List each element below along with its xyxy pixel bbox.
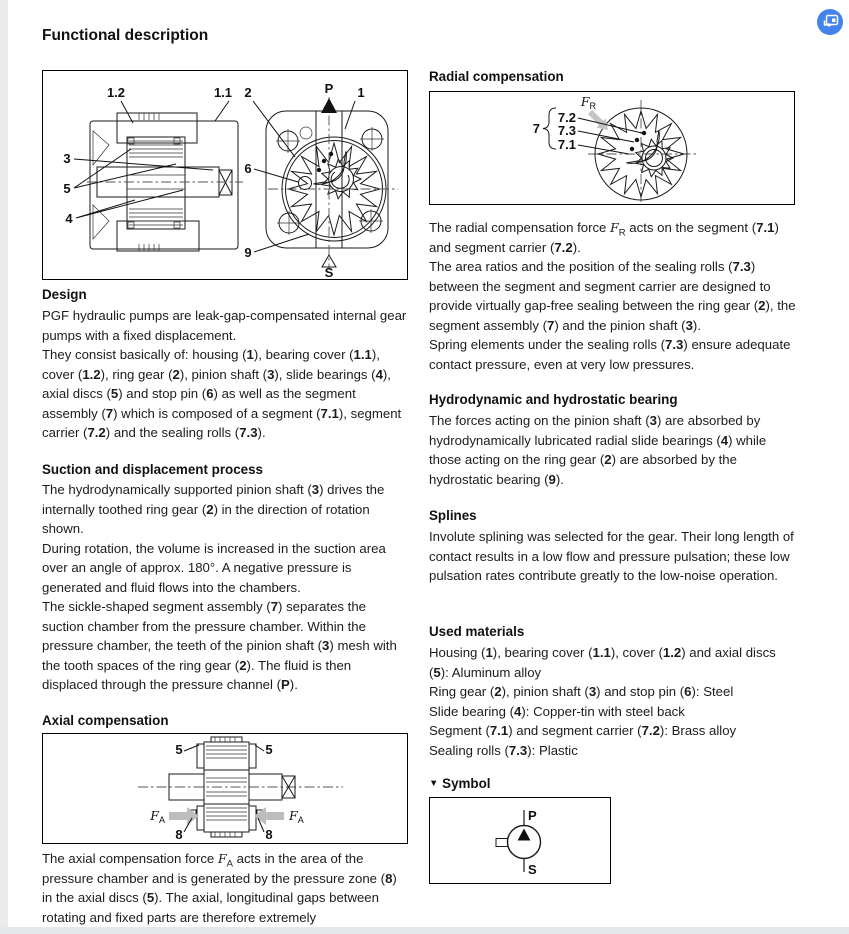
paragraph: The forces acting on the pinion shaft (3) are absorbed by hydrodynamically lubricated radial slide bearings (4) while those acting on the ring gear (2) are absorbed by the hydrostatic bearing (9). bbox=[429, 413, 767, 487]
paragraph: The radial compensation force $F_R$ acts on the segment (7.1) and segment carrier (7.2). bbox=[429, 220, 779, 255]
label-axial-disc-left: 5 bbox=[175, 742, 183, 757]
axial-heading: Axial compensation bbox=[42, 713, 169, 728]
materials-line: Ring gear (2), pinion shaft (3) and stop pin (6): Steel bbox=[429, 684, 734, 699]
radial-text bbox=[429, 218, 797, 374]
axial-force-label-left: FA bbox=[150, 808, 165, 825]
page-left-edge bbox=[0, 0, 8, 934]
radial-force-arrow bbox=[588, 110, 608, 130]
main-figure-box bbox=[42, 70, 408, 280]
symbol-heading-row bbox=[429, 776, 797, 791]
design-heading: Design bbox=[42, 287, 87, 302]
label-axial-disc-right: 5 bbox=[265, 742, 273, 757]
radial-figure-box bbox=[429, 91, 795, 205]
screenshot-translate-button[interactable] bbox=[817, 9, 843, 35]
axial-compensation-drawing bbox=[43, 734, 406, 842]
screenshot-translate-icon bbox=[817, 9, 843, 35]
label-pressure-zone-left: 8 bbox=[175, 827, 183, 842]
paragraph: The hydrodynamically supported pinion shaft (3) drives the internally toothed ring gear (2) in the direction of rotation shown. bbox=[42, 482, 385, 536]
radial-heading: Radial compensation bbox=[429, 69, 564, 84]
page-bottom-edge bbox=[0, 927, 849, 934]
label-pressure-port: P bbox=[324, 81, 334, 96]
label-cover: 1.2 bbox=[106, 85, 126, 100]
axial-figure-box bbox=[42, 733, 408, 844]
design-text bbox=[42, 306, 410, 443]
label-pressure-zone-right: 8 bbox=[265, 827, 273, 842]
axial-force-label-right: FA bbox=[289, 808, 304, 825]
radial-force-label: FR bbox=[580, 94, 596, 111]
symbol-pressure-label: P bbox=[528, 808, 537, 823]
symbol-figure-box bbox=[429, 797, 611, 884]
label-housing: 1 bbox=[357, 85, 365, 100]
pump-symbol-drawing bbox=[430, 798, 609, 882]
segment-assembly-brace bbox=[543, 108, 556, 149]
symbol-heading: Symbol bbox=[442, 776, 491, 791]
paragraph: During rotation, the volume is increased in the suction area over an angle of approx. 180°. A negative pressure is generated and fluid flows into the chambers. bbox=[42, 540, 386, 595]
label-sealing-rolls: 7.3 bbox=[557, 123, 576, 138]
suction-text bbox=[42, 480, 410, 695]
paragraph: The sickle-shaped segment assembly (7) separates the suction chamber from the pressure chamber. Within the pressure chamber, the teeth of the pinion shaft (3) mesh with the tooth spaces of the ring gear (2). The fluid is then displaced through the pressure channel (P). bbox=[42, 599, 397, 692]
bearing-heading: Hydrodynamic and hydrostatic bearing bbox=[429, 392, 678, 407]
suction-heading: Suction and displacement process bbox=[42, 462, 264, 477]
collapse-marker-icon: ▼ bbox=[429, 778, 439, 789]
paragraph: Involute splining was selected for the gear. Their long length of contact results in a low flow and pressure pulsation; these low pulsation rates contribute greatly to the low-noise operation. bbox=[429, 529, 794, 583]
label-segment-carrier: 7.2 bbox=[557, 110, 576, 125]
label-segment: 7.1 bbox=[557, 137, 576, 152]
paragraph: The axial compensation force $F_A$ acts in the area of the pressure chamber and is generated by the pressure zone (8) in the axial discs (5). The axial, longitudinal gaps between rotating and fixed parts are therefore extremely bbox=[42, 851, 397, 925]
paragraph: Spring elements under the sealing rolls (7.3) ensure adequate contact pressure, even at very low pressures. bbox=[429, 337, 791, 372]
materials-text bbox=[429, 643, 797, 760]
splines-heading: Splines bbox=[429, 508, 477, 523]
materials-line: Segment (7.1) and segment carrier (7.2): Brass alloy bbox=[429, 723, 737, 738]
pump-front-view-drawing bbox=[266, 97, 398, 269]
label-suction-port: S bbox=[324, 265, 334, 278]
paragraph: PGF hydraulic pumps are leak-gap-compensated internal gear pumps with a fixed displacement. bbox=[42, 308, 407, 343]
materials-heading: Used materials bbox=[429, 624, 525, 639]
symbol-suction-label: S bbox=[528, 862, 537, 877]
label-ring-gear: 2 bbox=[244, 85, 252, 100]
label-pinion-shaft: 3 bbox=[63, 151, 71, 166]
radial-compensation-drawing bbox=[430, 92, 793, 203]
label-hydrostatic-bearing: 9 bbox=[244, 245, 252, 260]
splines-text bbox=[429, 527, 797, 586]
bearing-text bbox=[429, 411, 797, 489]
materials-line: Housing (1), bearing cover (1.1), cover (1.2) and axial discs (5): Aluminum alloy bbox=[429, 645, 776, 680]
pressure-port-arrow bbox=[321, 98, 337, 113]
main-figure-drawing bbox=[43, 71, 406, 278]
label-slide-bearings: 4 bbox=[65, 211, 73, 226]
materials-line: Slide bearing (4): Copper-tin with steel back bbox=[429, 703, 685, 719]
label-stop-pin: 6 bbox=[244, 161, 252, 176]
label-segment-assembly: 7 bbox=[532, 121, 540, 136]
axial-text bbox=[42, 849, 410, 927]
label-bearing-cover: 1.1 bbox=[213, 85, 233, 100]
paragraph: They consist basically of: housing (1), bearing cover (1.1), cover (1.2), ring gear (2), pinion shaft (3), slide bearings (4), axial discs (5) and stop pin (6) as well as the segment assembly (7) which is composed of a segment (7.1), segment carrier (7.2) and the sealing rolls (7.3). bbox=[42, 347, 402, 440]
materials-line: Sealing rolls (7.3): Plastic bbox=[429, 742, 578, 758]
page-title: Functional description bbox=[42, 27, 209, 44]
drive-shaft bbox=[496, 839, 508, 847]
pump-cross-section-drawing bbox=[87, 113, 243, 251]
label-axial-discs: 5 bbox=[63, 181, 71, 196]
paragraph: The area ratios and the position of the sealing rolls (7.3) between the segment and segment carrier are designed to provide virtually gap-free sealing between the ring gear (2), the segment assembly (7) and the pinion shaft (3). bbox=[429, 259, 796, 333]
